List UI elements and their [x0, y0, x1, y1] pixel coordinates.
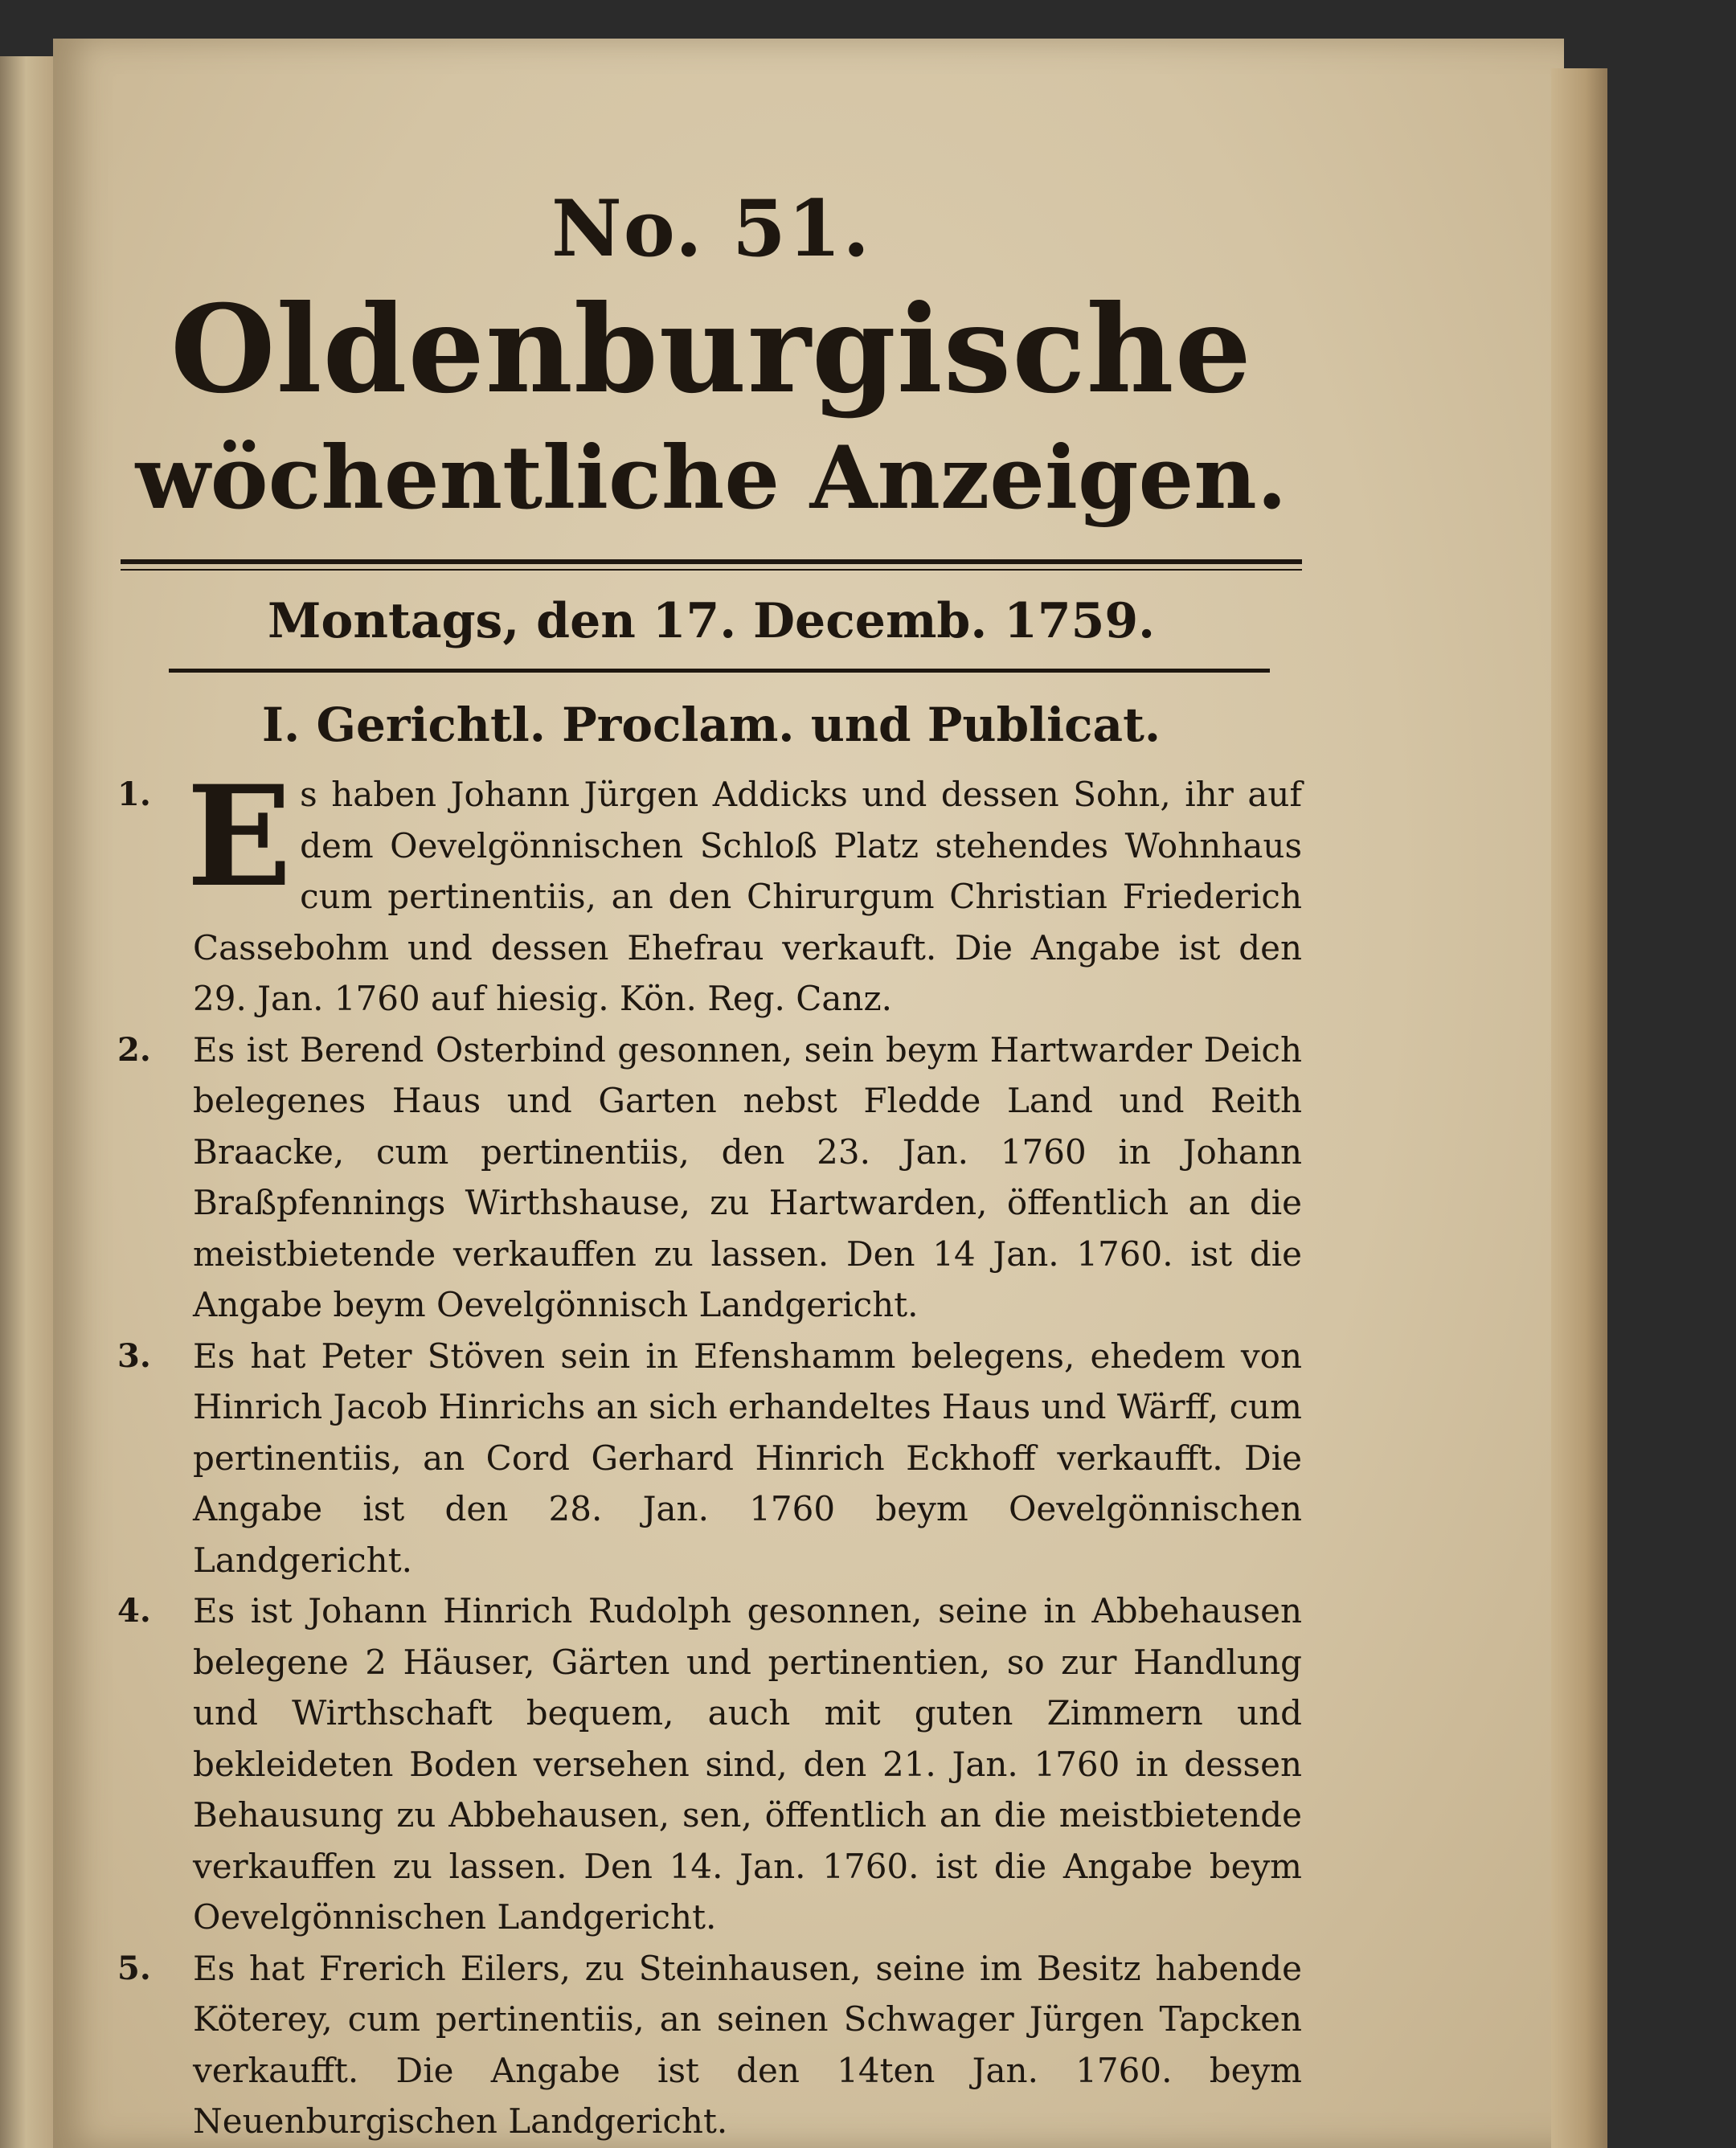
entry-number: 4. — [117, 1592, 151, 1630]
entry-text: Es ist Johann Hinrich Rudolph gesonnen, seine in Abbehausen belegene 2 Häuser, Gärten und pertinentien, so zur Handlung und Wirthschaft bequem, auch mit guten Zimmern und bekleideten Boden versehen sind, den 21. Jan. 1760 in dessen Behausung zu Abbehausen, sen, öffentlich an die meistbietende verkauffen zu lassen. Den 14. Jan. 1760. ist die Angabe beym Oevelgönnischen Landgericht. — [193, 1591, 1302, 1937]
page-content — [117, 145, 1302, 2147]
entry-number: 3. — [117, 1336, 151, 1375]
adjacent-page-edge — [0, 56, 58, 2148]
section-heading: I. Gerichtl. Proclam. und Publicat. — [261, 698, 1161, 752]
notice-entry-2 — [117, 1025, 1302, 1331]
masthead-title-line1: Oldenburgische — [170, 279, 1253, 420]
entry-text: Es hat Peter Stöven sein in Efenshamm belegens, ehedem von Hinrich Jacob Hinrichs an sich erhandeltes Haus und Wärff, cum pertinentiis, an Cord Gerhard Hinrich Eckhoff verkaufft. Die Angabe ist den 28. Jan. 1760 beym Oevelgönnischen Landgericht. — [193, 1336, 1302, 1580]
entry-text: Es hat Frerich Eilers, zu Steinhausen, seine im Besitz habende Köterey, cum pertinentiis, an seinen Schwager Jürgen Tapcken verkaufft. Die Angabe ist den 14ten Jan. 1760. beym Neuenburgischen Landgericht. — [193, 1948, 1302, 2141]
notice-entry-3 — [117, 1331, 1302, 1586]
notice-entry-5 — [117, 1943, 1302, 2147]
page-fore-edge — [1551, 68, 1607, 2148]
entry-number: 5. — [117, 1949, 151, 1987]
date-rule — [169, 669, 1270, 673]
entry-number: 2. — [117, 1030, 151, 1069]
masthead-title-line2: wöchentliche Anzeigen. — [135, 428, 1288, 529]
entry-text: s haben Johann Jürgen Addicks und dessen Sohn, ihr auf dem Oevelgönnischen Schloß Platz stehendes Wohnhaus cum pertinentiis, an den Chirurgum Christian Friederich Cassebohm und dessen Ehefrau verkauft. Die Angabe ist den 29. Jan. 1760 auf hiesig. Kön. Reg. Canz. — [193, 775, 1302, 1018]
entry-number: 1. — [117, 775, 151, 813]
masthead-rule — [121, 559, 1302, 571]
issue-number: No. 51. — [551, 183, 871, 274]
notice-entry-4 — [117, 1585, 1302, 1943]
date-line: Montags, den 17. Decemb. 1759. — [267, 593, 1156, 649]
notice-entry-1 — [117, 755, 1302, 1025]
entry-text: Es ist Berend Osterbind gesonnen, sein beym Hartwarder Deich belegenes Haus und Garten nebst Fledde Land und Reith Braacke, cum pertinentiis, den 23. Jan. 1760 in Johann Braßpfennings Wirthshause, zu Hartwarden, öffentlich an die meistbietende verkauffen zu lassen. Den 14 Jan. 1760. ist die Angabe beym Oevelgönnisch Landgericht. — [193, 1029, 1302, 1324]
drop-cap-letter: E — [186, 755, 293, 918]
